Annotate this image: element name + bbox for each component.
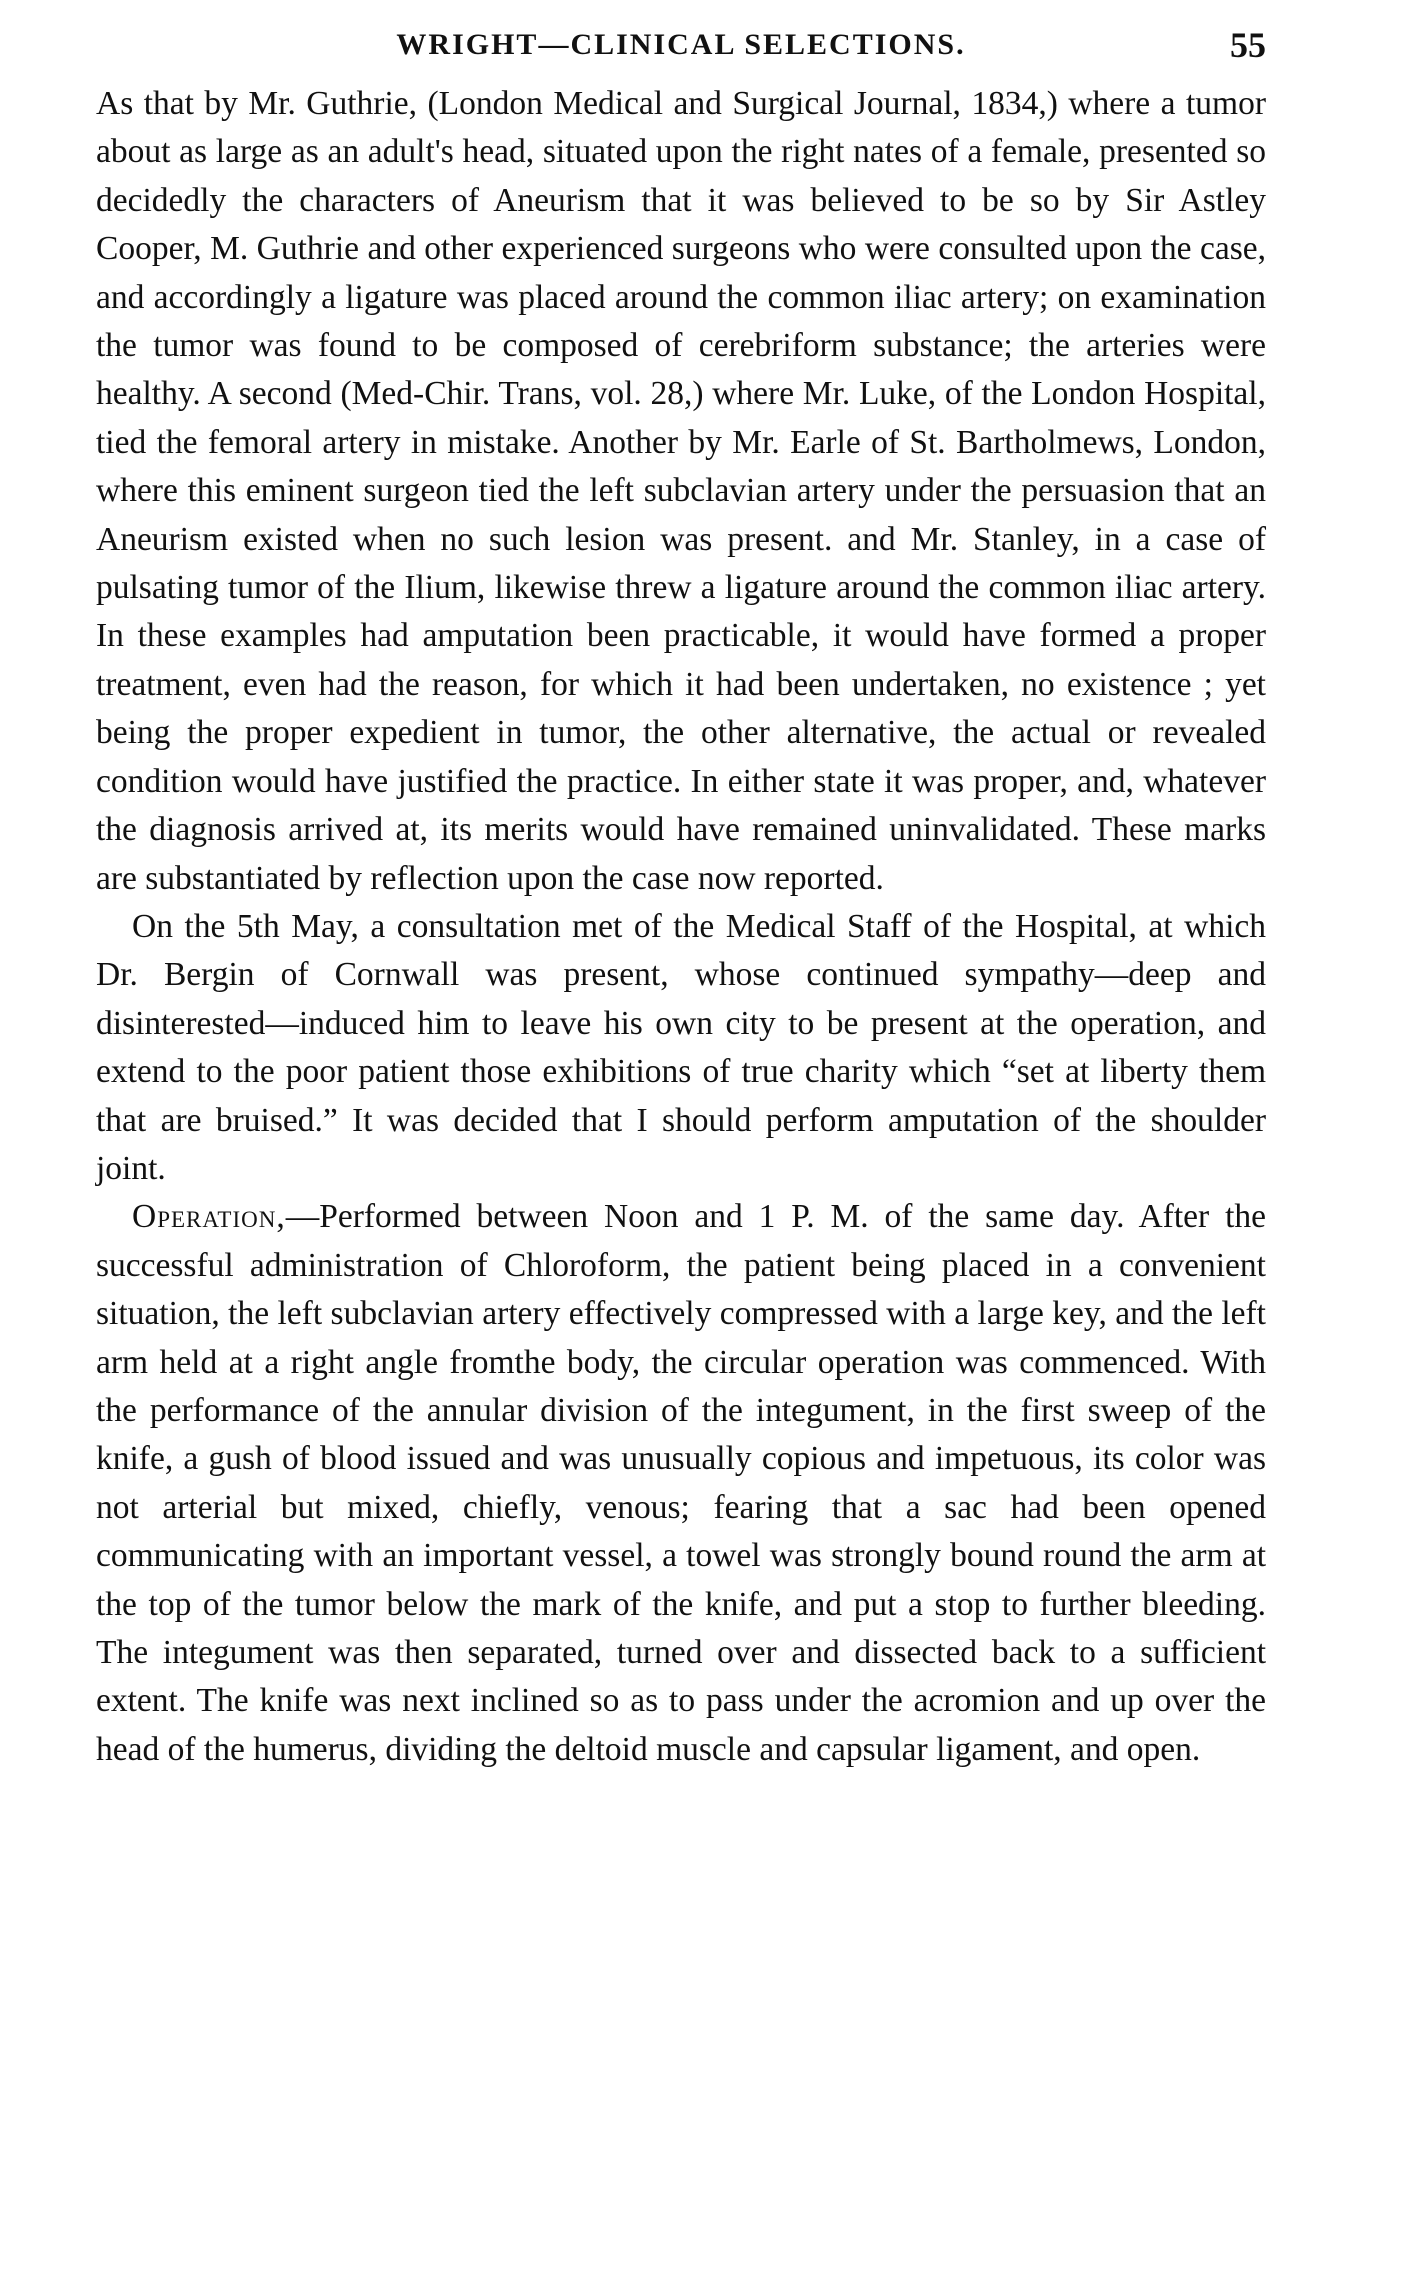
page-number: 55 bbox=[1230, 25, 1266, 65]
operation-text: —Performed between Noon and 1 P. M. of the same day. After the successful administration of Chloroform, the patient being placed in a convenient situation, the left subclavian artery effectively compressed with a large key, and the left arm held at a right angle fromthe body, the circular operation was commenced. With the performance of the annular division of the integument, in the first sweep of the knife, a gush of blood issued and was unusually copious and impetuous, its color was not arterial but mixed, chiefly, venous; fearing that a sac had been opened communicating with an important vessel, a towel was strongly bound round the arm at the top of the tumor below the mark of the knife, and put a stop to further bleeding. The integument was then separated, turned over and dissected back to a sufficient extent. The knife was next inclined so as to pass under the acromion and up over the head of the humerus, dividing the deltoid muscle and capsular ligament, and open. bbox=[96, 1198, 1266, 1768]
paragraph-consultation: On the 5th May, a consultation met of the Medical Staff of the Hospital, at which Dr. Bergin of Cornwall was present, whose continued sympathy—deep and disinterested—induced him to leave his own city to be present at the operation, and extend to the poor patient those exhibitions of true charity which “set at liberty them that are bruised.” It was decided that I should perform amputation of the shoulder joint. bbox=[96, 907, 1266, 1187]
paragraph-operation bbox=[96, 1193, 1266, 1774]
operation-lead-word: Operation, bbox=[132, 1198, 286, 1236]
paragraph-aneurism-cases: As that by Mr. Guthrie, (London Medical and Surgical Journal, 1834,) where a tumor about as large as an adult's head, situated upon the right nates of a female, presented so decidedly the characters of Aneurism that it was believed to be so by Sir Astley Cooper, M. Guthrie and other experienced surgeons who were consulted upon the case, and accordingly a ligature was placed around the common iliac artery; on examination the tumor was found to be composed of cerebriform substance; the arteries were healthy. A second (Med-Chir. Trans, vol. 28,) where Mr. Luke, of the London Hospital, tied the femoral artery in mistake. Another by Mr. Earle of St. Bartholmews, London, where this eminent surgeon tied the left subclavian artery under the persuasion that an Aneurism existed when no such lesion was present. and Mr. Stanley, in a case of pulsating tumor of the Ilium, likewise threw a ligature around the common iliac artery. In these examples had amputation been practicable, it would have formed a proper treatment, even had the reason, for which it had been undertaken, no existence ; yet being the proper expedient in tumor, the other alternative, the actual or revealed condition would have justified the practice. In either state it was proper, and, whatever the diagnosis arrived at, its merits would have remained uninvalidated. These marks are substantiated by reflection upon the case now reported. bbox=[96, 85, 1266, 897]
book-page bbox=[96, 24, 1266, 1774]
running-title: WRIGHT—CLINICAL SELECTIONS. bbox=[396, 28, 966, 61]
running-header bbox=[96, 24, 1266, 80]
